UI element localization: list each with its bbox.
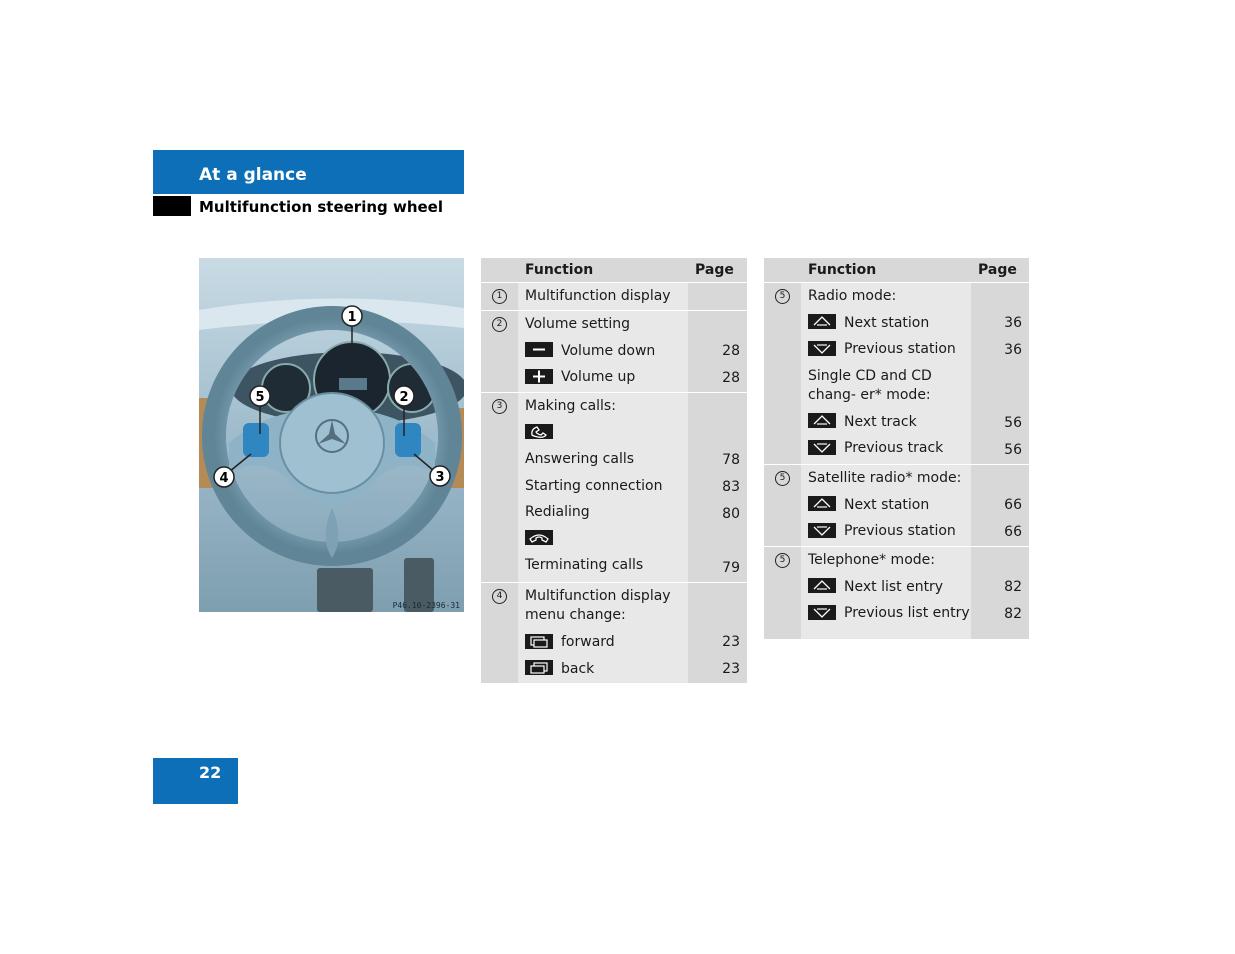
header-page: Page [971, 258, 1029, 283]
page-reference [688, 393, 747, 420]
function-line [801, 465, 971, 492]
page-reference: 28 [722, 343, 740, 359]
function-cell [518, 583, 688, 684]
arrow-up-key-icon [808, 496, 836, 511]
function-group [764, 465, 1029, 547]
function-line [801, 336, 971, 363]
page-cell [688, 283, 747, 311]
function-line [518, 393, 688, 420]
arrow-up-key-icon [808, 314, 836, 329]
page-reference: 66 [1004, 497, 1022, 513]
function-text: Next station [844, 496, 930, 513]
group-number-circle: 3 [492, 399, 507, 414]
function-group [481, 283, 747, 311]
callout-5-label: 5 [255, 390, 265, 405]
page-reference: 28 [722, 370, 740, 386]
page-cell [971, 547, 1029, 639]
header-function: Function [518, 258, 688, 283]
function-line [801, 574, 971, 601]
function-table-2 [764, 258, 1029, 639]
function-line [518, 499, 688, 526]
phone-pickup-key-icon [525, 424, 553, 439]
subsection-marker [153, 196, 191, 216]
function-line [518, 629, 688, 656]
function-line [801, 409, 971, 436]
function-line [518, 311, 688, 338]
page-cell [688, 311, 747, 393]
subsection-title: Multifunction steering wheel [199, 198, 443, 216]
function-text: forward [561, 634, 615, 650]
function-text: Single CD and CD chang- er* mode: [808, 367, 932, 403]
header-function: Function [801, 258, 971, 283]
group-number-circle: 2 [492, 317, 507, 332]
group-number-circle: 5 [775, 289, 790, 304]
page-cell [688, 583, 747, 684]
page-reference [688, 283, 747, 310]
function-group [481, 393, 747, 583]
function-cell [518, 311, 688, 393]
function-text: Volume setting [525, 316, 631, 332]
minus-key-icon [525, 342, 553, 357]
section-title: At a glance [199, 165, 307, 185]
function-line [801, 600, 971, 627]
function-group [764, 283, 1029, 465]
function-group [764, 547, 1029, 639]
page-reference [971, 283, 1029, 310]
function-line [518, 338, 688, 365]
function-line [518, 283, 688, 310]
page-cell [971, 465, 1029, 547]
function-text: back [561, 660, 595, 677]
function-line [518, 552, 688, 579]
function-line [518, 526, 688, 553]
function-text: Answering calls [525, 451, 635, 467]
function-line [518, 583, 688, 629]
function-line [801, 547, 971, 574]
page-reference: 56 [1004, 442, 1022, 458]
figure-code: P46.10-2396-31 [392, 601, 460, 610]
arrow-down-key-icon [808, 341, 836, 356]
page-cell [688, 393, 747, 583]
function-cell [801, 283, 971, 465]
group-number-circle: 5 [775, 471, 790, 486]
function-text: Previous list entry [844, 605, 970, 621]
page-number-box [153, 758, 238, 804]
arrow-down-key-icon [808, 523, 836, 538]
group-number-cell [764, 547, 801, 639]
function-line [518, 656, 688, 683]
function-line [801, 435, 971, 462]
function-text: Multifunction display menu change: [525, 588, 671, 623]
function-line [518, 364, 688, 391]
function-text: Multifunction display [525, 288, 671, 304]
function-text: Next track [844, 413, 917, 430]
arrow-down-key-icon [808, 605, 836, 620]
function-text: Starting connection [525, 477, 663, 494]
steering-wheel-figure [199, 258, 464, 612]
group-number-cell [481, 283, 518, 311]
function-line [801, 518, 971, 545]
function-text: Volume down [561, 342, 656, 359]
function-group [481, 311, 747, 393]
function-text: Terminating calls [525, 557, 644, 573]
page-reference: 66 [1004, 524, 1022, 540]
page-number: 22 [199, 763, 222, 782]
function-text: Next station [844, 314, 930, 331]
callout-3-label: 3 [435, 470, 445, 485]
group-number-circle: 1 [492, 289, 507, 304]
page-reference [688, 528, 747, 555]
page-reference: 83 [722, 479, 740, 495]
function-text: Previous station [844, 523, 956, 539]
callout-1-label: 1 [347, 310, 357, 325]
function-text: Previous station [844, 341, 956, 357]
function-text: Volume up [561, 369, 636, 385]
page-cell [971, 283, 1029, 465]
function-line [518, 446, 688, 473]
function-text: Radio mode: [808, 288, 897, 304]
header-blank [764, 258, 801, 283]
header-blank [481, 258, 518, 283]
page-reference: 23 [722, 661, 740, 677]
page-reference: 79 [722, 560, 740, 576]
phone-hangup-key-icon [525, 530, 553, 545]
page-reference: 80 [722, 506, 740, 522]
callout-4-label: 4 [219, 471, 229, 486]
page-reference [971, 547, 1029, 574]
page-reference: 23 [722, 634, 740, 650]
function-line [518, 420, 688, 447]
page-reference: 56 [1004, 415, 1022, 431]
function-cell [801, 547, 971, 639]
page-reference: 36 [1004, 315, 1022, 331]
function-cell [801, 465, 971, 547]
header-page: Page [688, 258, 747, 283]
page-reference [688, 583, 747, 629]
arrow-up-key-icon [808, 413, 836, 428]
group-number-cell [764, 465, 801, 547]
group-number-circle: 5 [775, 553, 790, 568]
function-group [481, 583, 747, 684]
function-text: Telephone* mode: [808, 552, 935, 568]
group-number-circle: 4 [492, 589, 507, 604]
function-cell [518, 393, 688, 583]
page-reference: 82 [1004, 579, 1022, 595]
page-forward-key-icon [525, 634, 553, 649]
function-text: Making calls: [525, 398, 616, 414]
page-reference: 36 [1004, 342, 1022, 358]
page-reference [688, 420, 747, 447]
callout-2-label: 2 [399, 390, 409, 405]
function-text: Next list entry [844, 578, 944, 595]
page-reference [971, 465, 1029, 492]
page-reference [688, 311, 747, 338]
group-number-cell [764, 283, 801, 465]
function-line [518, 473, 688, 500]
page-back-key-icon [525, 660, 553, 675]
plus-key-icon [525, 369, 553, 384]
function-line [801, 283, 971, 310]
group-number-cell [481, 311, 518, 393]
function-text: Redialing [525, 504, 590, 520]
group-number-cell [481, 393, 518, 583]
function-cell [518, 283, 688, 311]
function-text: Satellite radio* mode: [808, 470, 962, 486]
group-number-cell [481, 583, 518, 684]
arrow-up-key-icon [808, 578, 836, 593]
function-line [801, 310, 971, 337]
page-reference: 78 [722, 452, 740, 468]
function-line [801, 492, 971, 519]
arrow-down-key-icon [808, 440, 836, 455]
function-text: Previous track [844, 440, 944, 456]
function-table-1 [481, 258, 747, 683]
page-reference [971, 364, 1029, 410]
function-line [801, 363, 971, 409]
page-reference: 82 [1004, 606, 1022, 622]
